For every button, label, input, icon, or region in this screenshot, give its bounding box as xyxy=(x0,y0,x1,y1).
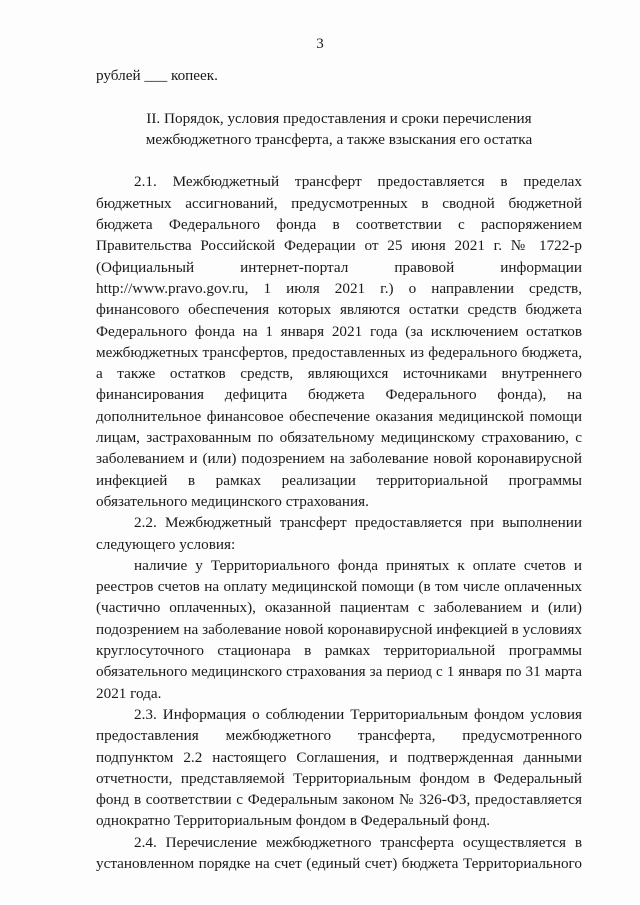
text-line: подозрением на заболевание новой коронавирусной инфекцией в условиях xyxy=(96,620,582,638)
section-heading-line: II. Порядок, условия предоставления и сроки перечисления xyxy=(146,109,532,127)
paragraph-gap xyxy=(96,86,582,107)
text-line: лицам, застрахованным по обязательному медицинскому страхованию, с xyxy=(96,429,582,447)
text-line: однократно Территориальным фондом в Федеральный фонд. xyxy=(96,812,490,830)
text-line: бюджетных ассигнований, предусмотренных в сводной бюджетной xyxy=(96,194,582,212)
text-line: (Официальный интернет-портал правовой информации xyxy=(96,258,582,276)
text-line: заболеванием и (или) подозрением на заболевание новой коронавирусной xyxy=(96,450,582,468)
text-line: подпунктом 2.2 настоящего Соглашения, и подтвержденная данными xyxy=(96,748,582,766)
text-line: 2021 года. xyxy=(96,684,162,702)
text-line: бюджета Федерального фонда в соответствии с распоряжением xyxy=(96,216,582,234)
text-line: установленном порядке на счет (единый счет) бюджета Территориального xyxy=(96,854,582,872)
text-line: отчетности, представляемой Территориальным фондом в Федеральный xyxy=(96,769,582,787)
text-line: http://www.pravo.gov.ru, 1 июля 2021 г.) о направлении средств, xyxy=(96,279,582,297)
text-line: 2.4. Перечисление межбюджетного трансферта осуществляется в xyxy=(134,833,582,851)
text-line: инфекцией в рамках реализации территориальной программы xyxy=(96,471,582,489)
text-line: дополнительное финансовое обеспечение оказания медицинской помощи xyxy=(96,407,582,425)
text-line: реестров счетов на оплату медицинской помощи (в том числе оплаченных xyxy=(96,578,582,596)
text-line: финансирования дефицита бюджета Федерального фонда), на xyxy=(96,386,582,404)
text-line: следующего условия: xyxy=(96,535,236,553)
text-line: предоставления межбюджетного трансферта, предусмотренного xyxy=(96,727,582,745)
text-line: (частично оплаченных), оказанной пациентам с заболеванием и (или) xyxy=(96,599,582,617)
text-line: наличие у Территориального фонда принятых к оплате счетов и xyxy=(134,556,582,574)
text-line: а также остатков средств, являющихся источниками внутреннего xyxy=(96,365,582,383)
text-line: обязательного медицинского страхования. xyxy=(96,492,369,510)
text-line: межбюджетных трансфертов, предоставленных из федерального бюджета, xyxy=(96,343,582,361)
text-line: фонд в соответствии с Федеральным законом № 326-ФЗ, предоставляется xyxy=(96,791,582,809)
text-line: 2.1. Межбюджетный трансферт предоставляется в пределах xyxy=(134,173,582,191)
text-line: 2.3. Информация о соблюдении Территориальным фондом условия xyxy=(134,705,582,723)
text-line: Федерального фонда на 1 января 2021 года (за исключением остатков xyxy=(96,322,582,340)
text-line: круглосуточного стационара в рамках территориальной программы xyxy=(96,642,582,660)
page-number: 3 xyxy=(316,36,324,52)
text-line: 2.2. Межбюджетный трансферт предоставляется при выполнении xyxy=(134,514,582,532)
section-heading-line: межбюджетного трансферта, а также взыскания его остатка xyxy=(145,130,533,148)
text-line: Правительства Российской Федерации от 25 июня 2021 г. № 1722-р xyxy=(96,237,582,255)
paragraph-gap xyxy=(96,150,582,171)
text-line: обязательного медицинского страхования за период с 1 января по 31 марта xyxy=(96,663,582,681)
text-line: финансового обеспечения которых являются остатки средств бюджета xyxy=(96,301,582,319)
text-line: рублей ___ копеек. xyxy=(96,67,218,84)
document-body xyxy=(96,65,582,874)
